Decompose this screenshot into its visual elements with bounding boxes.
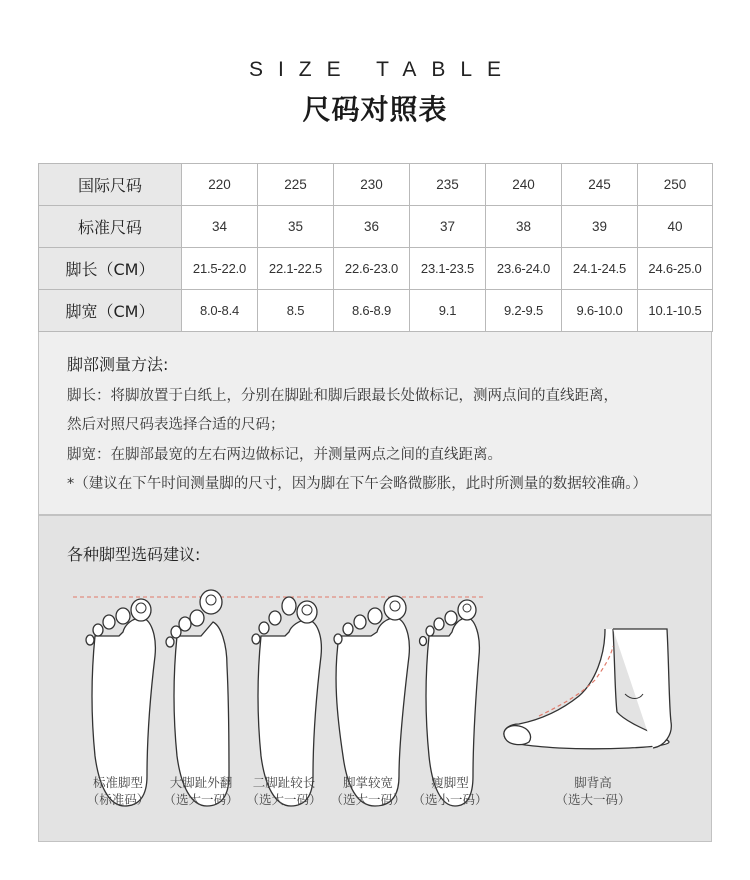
foot-type-advice: （选大一码）: [246, 792, 322, 807]
table-row-standard-size: [39, 206, 713, 248]
table-cell: 23.1-23.5: [410, 248, 486, 290]
foot-type-name: 二脚趾较长: [252, 775, 316, 790]
row-header: 脚长（CM）: [39, 248, 182, 290]
method-line-width: 脚宽：在脚部最宽的左右两边做标记，并测量两点之间的直线距离。: [67, 447, 502, 463]
table-cell: 10.1-10.5: [638, 290, 713, 332]
foot-type-advice: （选大一码）: [555, 792, 631, 807]
table-cell: 36: [334, 206, 410, 248]
table-cell: 22.6-23.0: [334, 248, 410, 290]
table-cell: 8.0-8.4: [182, 290, 258, 332]
table-cell: 8.5: [258, 290, 334, 332]
table-cell: 225: [258, 164, 334, 206]
table-cell: 37: [410, 206, 486, 248]
title-english: SIZE TABLE: [248, 58, 517, 81]
method-line-length: 脚长：将脚放置于白纸上，分别在脚趾和脚后跟最长处做标记，测两点间的直线距离，: [67, 388, 618, 404]
foot-type-label-standard: [73, 774, 163, 808]
method-title: 脚部测量方法:: [67, 355, 169, 374]
method-line-choose: 然后对照尺码表选择合适的尺码；: [67, 417, 285, 433]
row-header: 脚宽（CM）: [39, 290, 182, 332]
foot-type-label-slim: [405, 774, 495, 808]
table-cell: 35: [258, 206, 334, 248]
foot-type-advice: （选大一码）: [163, 792, 239, 807]
method-line-note: *（建议在下午时间测量脚的尺寸，因为脚在下午会略微膨胀，此时所测量的数据较准确。）: [67, 476, 647, 492]
table-cell: 24.6-25.0: [638, 248, 713, 290]
foot-type-name: 标准脚型: [92, 775, 143, 790]
foot-type-advice: （选小一码）: [412, 792, 488, 807]
size-table: [38, 163, 713, 332]
foot-type-name: 脚背高: [574, 775, 612, 790]
table-cell: 23.6-24.0: [486, 248, 562, 290]
table-cell: 230: [334, 164, 410, 206]
table-cell: 21.5-22.0: [182, 248, 258, 290]
table-row-foot-width: [39, 290, 713, 332]
table-cell: 9.6-10.0: [562, 290, 638, 332]
table-cell: 220: [182, 164, 258, 206]
table-cell: 245: [562, 164, 638, 206]
table-cell: 39: [562, 206, 638, 248]
foot-types-title: 各种脚型选码建议:: [67, 545, 201, 564]
high-instep-foot-icon: [504, 629, 671, 749]
foot-type-label-wide: [323, 774, 413, 808]
table-cell: 38: [486, 206, 562, 248]
foot-type-advice: （标准码）: [86, 792, 150, 807]
title-chinese: 尺码对照表: [302, 93, 448, 126]
foot-type-name: 瘦脚型: [431, 775, 469, 790]
row-header: 标准尺码: [39, 206, 182, 248]
table-row-international-size: [39, 164, 713, 206]
foot-type-name: 脚掌较宽: [342, 775, 393, 790]
row-header: 国际尺码: [39, 164, 182, 206]
table-cell: 40: [638, 206, 713, 248]
table-cell: 9.1: [410, 290, 486, 332]
foot-type-name: 大脚趾外翻: [169, 775, 233, 790]
table-cell: 250: [638, 164, 713, 206]
table-cell: 22.1-22.5: [258, 248, 334, 290]
foot-type-advice: （选大一码）: [330, 792, 406, 807]
table-cell: 34: [182, 206, 258, 248]
table-row-foot-length: [39, 248, 713, 290]
foot-type-label-long-second-toe: [239, 774, 329, 808]
table-cell: 9.2-9.5: [486, 290, 562, 332]
foot-type-label-high-instep: [548, 774, 638, 808]
foot-types-panel: [38, 515, 712, 842]
measurement-method-panel: [38, 332, 712, 515]
table-cell: 235: [410, 164, 486, 206]
table-cell: 240: [486, 164, 562, 206]
table-cell: 24.1-24.5: [562, 248, 638, 290]
table-cell: 8.6-8.9: [334, 290, 410, 332]
foot-type-label-bunion: [156, 774, 246, 808]
